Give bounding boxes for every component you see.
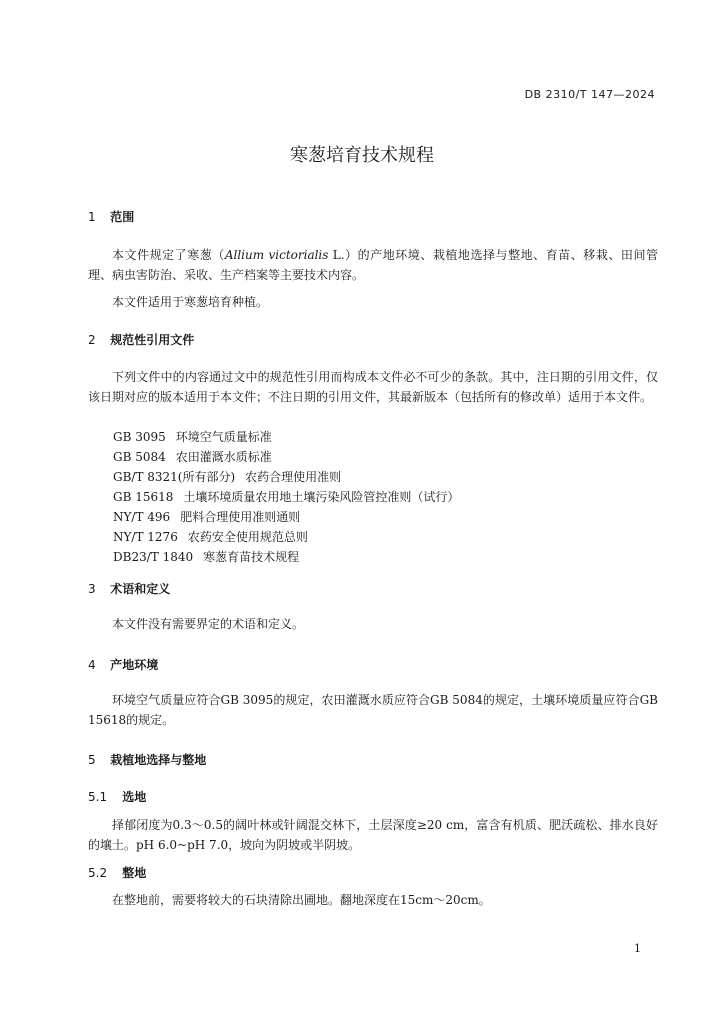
section-number: 3	[88, 582, 96, 596]
section-5-heading	[88, 751, 206, 768]
subsection-5-1-heading	[88, 788, 146, 805]
section-number: 5	[88, 753, 96, 767]
section-2-paragraph-1: 下列文件中的内容通过文中的规范性引用而构成本文件必不可少的条款。其中，注日期的引用文件，仅该日期对应的版本适用于本文件；不注日期的引用文件，其最新版本（包括所有的修改单）适用于本文件。	[88, 370, 658, 404]
page-number: 1	[634, 942, 641, 955]
subsection-5-1-paragraph: 择郁闭度为0.3～0.5的阔叶林或针阔混交林下，土层深度≥20 cm，富含有机质、肥沃疏松、排水良好的壤土。pH 6.0~pH 7.0，坡向为阴坡或半阴坡。	[88, 818, 658, 852]
reference-name: 环境空气质量标准	[175, 430, 272, 444]
reference-name: 农田灌溉水质标准	[175, 450, 272, 464]
section-1-paragraph-1: 本文件规定了寒葱（Allium victorialis L.）的产地环境、栽植地选择与整地、育苗、移栽、田间管理、病虫害防治、采收、生产档案等主要技术内容。	[88, 248, 658, 282]
section-title: 产地环境	[110, 658, 159, 672]
reference-code: NY/T 1276	[113, 530, 178, 544]
subsection-5-2-heading	[88, 864, 146, 881]
section-title: 术语和定义	[110, 582, 171, 596]
reference-item	[113, 467, 341, 487]
reference-item	[113, 507, 300, 527]
subsection-5-2-paragraph: 在整地前，需要将较大的石块清除出圃地。翻地深度在15cm～20cm。	[112, 893, 491, 907]
section-title: 规范性引用文件	[110, 333, 195, 347]
reference-item	[113, 527, 308, 547]
section-3-paragraph-1: 本文件没有需要界定的术语和定义。	[112, 617, 305, 631]
reference-item	[113, 547, 299, 567]
reference-name: 肥料合理使用准则通则	[180, 510, 301, 524]
reference-name: 土壤环境质量农用地土壤污染风险管控准则（试行）	[183, 490, 460, 504]
reference-item	[113, 427, 272, 447]
section-1-heading	[88, 208, 134, 225]
section-number: 2	[88, 333, 96, 347]
subsection-title: 整地	[122, 866, 147, 880]
reference-item	[113, 447, 272, 467]
document-title: 寒葱培育技术规程	[290, 145, 434, 166]
reference-code: DB23/T 1840	[113, 550, 194, 564]
species-latin-name: Allium victorialis	[224, 248, 329, 262]
reference-name: 农药安全使用规范总则	[187, 530, 308, 544]
subsection-number: 5.2	[88, 866, 108, 880]
reference-name: 农药合理使用准则	[245, 470, 342, 484]
reference-name: 寒葱育苗技术规程	[203, 550, 300, 564]
subsection-number: 5.1	[88, 790, 108, 804]
section-number: 1	[88, 210, 96, 224]
section-1-paragraph-2: 本文件适用于寒葱培育种植。	[112, 295, 269, 309]
reference-item	[113, 487, 459, 507]
reference-code: GB 5084	[113, 450, 166, 464]
reference-code: GB 15618	[113, 490, 174, 504]
section-4-heading	[88, 656, 158, 673]
reference-code: GB/T 8321(所有部分)	[113, 470, 236, 484]
section-number: 4	[88, 658, 96, 672]
section-3-heading	[88, 580, 170, 597]
document-code: DB 2310/T 147—2024	[524, 88, 655, 101]
section-4-paragraph-1: 环境空气质量应符合GB 3095的规定，农田灌溉水质应符合GB 5084的规定，土壤环境质量应符合GB 15618的规定。	[88, 693, 658, 727]
reference-code: GB 3095	[113, 430, 166, 444]
subsection-title: 选地	[122, 790, 147, 804]
reference-code: NY/T 496	[113, 510, 171, 524]
section-title: 栽植地选择与整地	[110, 753, 207, 767]
section-title: 范围	[110, 210, 135, 224]
section-2-heading	[88, 331, 194, 348]
